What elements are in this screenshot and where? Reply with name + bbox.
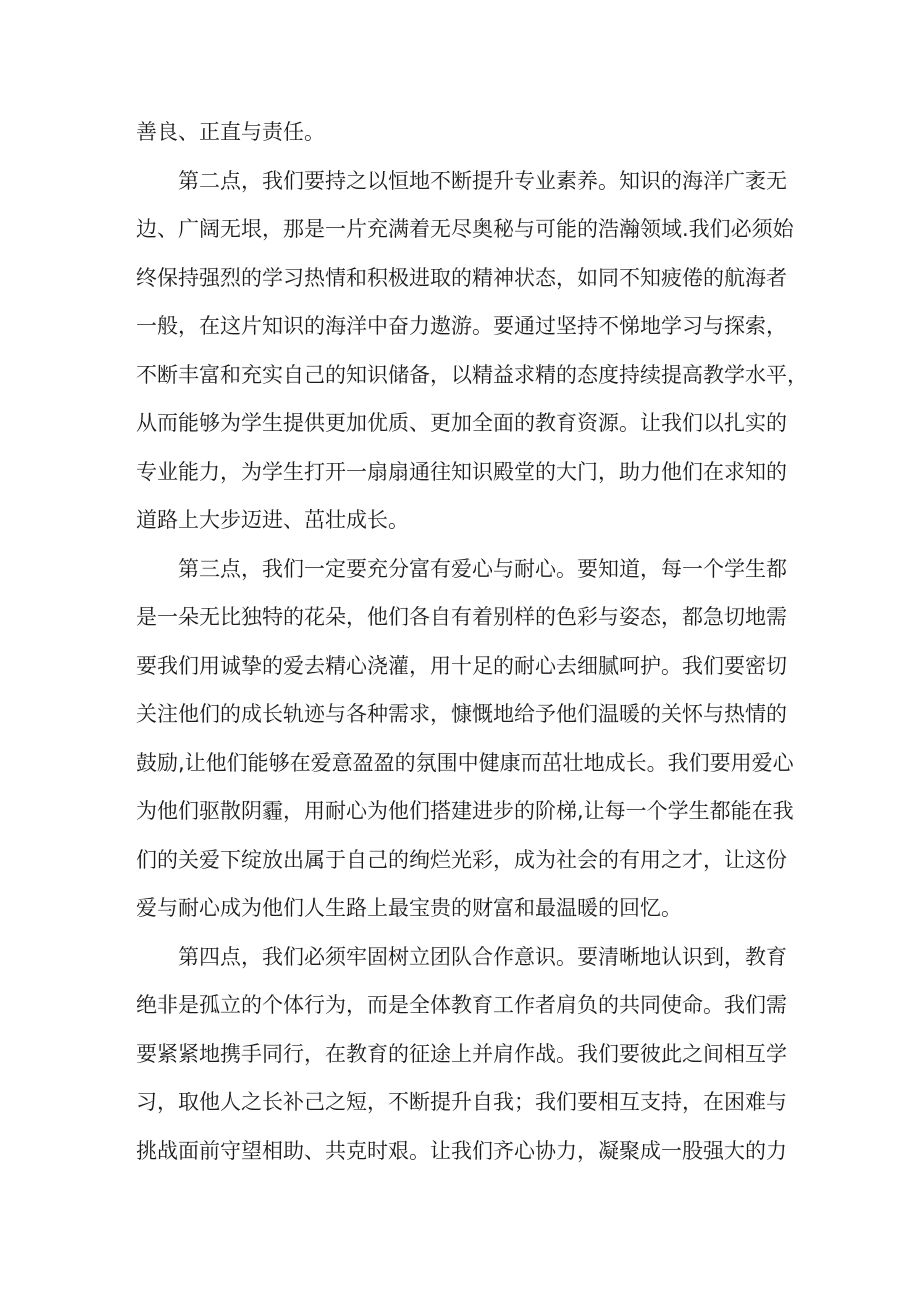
paragraph-point-3 (136, 545, 794, 933)
text-line: 习，取他人之长补己之短，不断提升自我；我们要相互支持，在困难与 (136, 1090, 787, 1114)
text-line: 一般，在这片知识的海洋中奋力遨游。要通过坚持不悌地学习与探索， (136, 314, 787, 338)
text-line: 绝非是孤立的个体行为，而是全体教育工作者肩负的共同使命。我们需 (136, 993, 787, 1017)
text-line: 终保持强烈的学习热情和积极进取的精神状态，如同不知疲倦的航海者 (136, 265, 787, 290)
text-line: 专业能力，为学生打开一扇扇通往知识殿堂的大门，助力他们在求知的 (136, 459, 787, 484)
text-line: 要紧紧地携手同行，在教育的征途上并肩作战。我们要彼此之间相互学 (136, 1041, 787, 1066)
paragraph-point-4 (136, 933, 787, 1176)
text-line: 道路上大步迈进、茁壮成长。 (136, 508, 409, 532)
text-line: 第二点，我们要持之以恒地不断提升专业素养。知识的海洋广袤无 (178, 168, 787, 193)
document-body (136, 108, 808, 1175)
text-line: 第四点，我们必须牢固树立团队合作意识。要清晰地认识到，教育 (178, 944, 787, 969)
text-line: 要我们用诚挚的爱去精心浇灌，用十足的耐心去细腻呵护。我们要密切 (136, 653, 787, 678)
text-line: 善良、正直与责任。 (136, 120, 325, 144)
text-line: 关注他们的成长轨迹与各种需求，慷慨地给予他们温暖的关怀与热情的 (136, 702, 787, 726)
paragraph-intro-tail (136, 108, 776, 157)
text-line: 不断丰富和充实自己的知识储备，以精益求精的态度持续提高教学水平， (136, 362, 808, 387)
text-line: 第三点，我们一定要充分富有爱心与耐心。要知道，每一个学生都 (178, 556, 787, 581)
text-line: 为他们驱散阴霾，用耐心为他们搭建进步的阶梯,让每一个学生都能在我 (136, 799, 794, 823)
text-line: 是一朵无比独特的花朵，他们各自有着别样的色彩与姿态，都急切地需 (136, 605, 787, 629)
paragraph-point-2 (136, 157, 808, 545)
text-line: 鼓励,让他们能够在爱意盈盈的氛围中健康而茁壮地成长。我们要用爱心 (136, 750, 794, 775)
text-line: 们的关爱下绽放出属于自己的绚烂光彩，成为社会的有用之才，让这份 (136, 847, 787, 872)
text-line: 挑战面前守望相助、共克时艰。让我们齐心协力，凝聚成一股强大的力 (136, 1138, 787, 1163)
text-line: 爱与耐心成为他们人生路上最宝贵的财富和最温暖的回忆。 (136, 896, 682, 920)
text-line: 边、广阔无垠，那是一片充满着无尽奥秘与可能的浩瀚领域.我们必须始 (136, 217, 794, 241)
text-line: 从而能够为学生提供更加优质、更加全面的教育资源。让我们以扎实的 (136, 411, 787, 435)
